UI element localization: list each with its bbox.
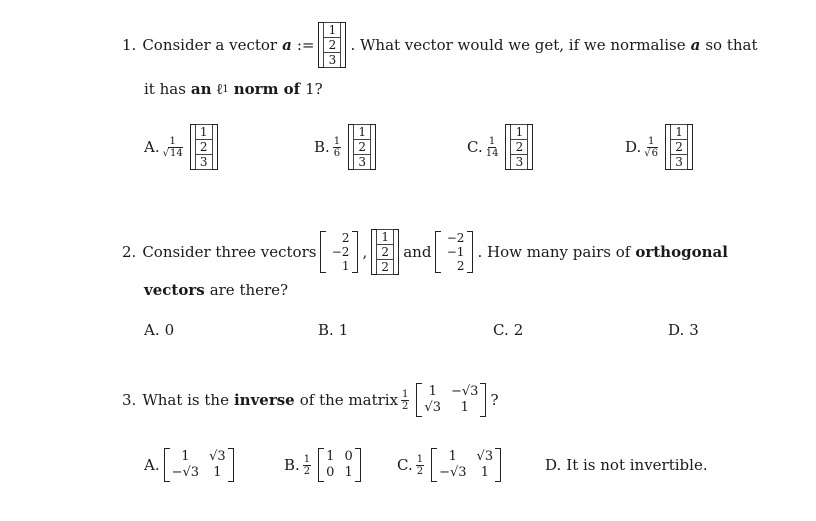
matrix-entry: 1 <box>428 384 437 399</box>
vector-entry: 1 <box>341 259 350 273</box>
option-label: A. <box>144 456 160 474</box>
q2-vector-3 <box>435 231 473 273</box>
q2-middle: . How many pairs of <box>477 243 631 261</box>
vector-entry: 2 <box>195 140 213 155</box>
fraction-denominator: 2 <box>303 465 311 477</box>
vector-entry: 2 <box>341 231 350 245</box>
sqrt-icon: √ <box>162 147 169 159</box>
fraction <box>416 454 424 477</box>
matrix-entry: 1 <box>480 465 489 480</box>
fraction <box>303 454 311 477</box>
fraction-denominator: 14 <box>169 147 183 159</box>
q1-number: 1. <box>122 36 137 54</box>
q1-assign: := <box>296 36 315 54</box>
q3-option-c[interactable] <box>397 444 505 486</box>
matrix-entry: −√3 <box>439 465 467 480</box>
q1-prefix: Consider a vector <box>142 36 278 54</box>
fraction-denominator: 6 <box>651 147 659 159</box>
vector-entry: −2 <box>331 245 350 259</box>
fraction-numerator: 1 <box>333 135 341 147</box>
fraction-denominator: 14 <box>485 147 499 159</box>
q3-matrix <box>416 383 486 417</box>
vector-entry: −1 <box>446 245 465 259</box>
fraction-numerator: 1 <box>647 135 655 147</box>
fraction-denominator: 2 <box>416 465 424 477</box>
vector-entry: 3 <box>353 155 371 170</box>
q3-option-d[interactable] <box>545 454 708 476</box>
q1-option-c[interactable] <box>467 118 537 176</box>
vector-entry: 2 <box>376 260 394 275</box>
q2-comma: , <box>362 243 368 261</box>
vector-entry: 1 <box>670 124 688 140</box>
vector-entry: 2 <box>670 140 688 155</box>
option-value: 1 <box>338 321 349 339</box>
q3-bold: inverse <box>233 391 295 409</box>
vector-entry: 1 <box>353 124 371 140</box>
sqrt-icon: √ <box>644 147 651 159</box>
q1-line1 <box>122 16 757 74</box>
matrix-entry: −√3 <box>171 465 200 480</box>
vector-entry: 2 <box>376 245 394 260</box>
q3-option-b[interactable] <box>284 444 365 486</box>
q3-prefix: What is the <box>142 391 229 409</box>
vector-entry: −2 <box>446 231 465 245</box>
option-label: C. <box>467 138 483 156</box>
fraction-numerator: 1 <box>303 453 311 465</box>
option-vector <box>665 124 693 170</box>
option-matrix <box>318 448 361 482</box>
vector-entry: 1 <box>376 229 394 245</box>
q1-norm-subscript: 1 <box>222 83 229 95</box>
vector-entry: 3 <box>510 155 528 170</box>
fraction-denominator: 6 <box>333 147 341 159</box>
option-label: B. <box>314 138 330 156</box>
vector-entry: 3 <box>670 155 688 170</box>
q3-mid: of the matrix <box>299 391 399 409</box>
fraction-numerator: 1 <box>416 453 424 465</box>
q2-option-c[interactable] <box>493 319 523 341</box>
q3-line1 <box>122 379 498 421</box>
fraction-denominator: 2 <box>402 400 409 412</box>
option-label: B. <box>284 456 300 474</box>
matrix-entry: √3 <box>476 449 494 464</box>
vector-entry: 2 <box>456 259 465 273</box>
q1-option-a[interactable] <box>144 118 222 176</box>
vector-entry: 2 <box>510 140 528 155</box>
option-label: D. <box>668 321 685 339</box>
option-value: 2 <box>513 321 524 339</box>
option-label: C. <box>397 456 413 474</box>
q1-vector-entry: 3 <box>323 53 341 68</box>
q1-vector-symbol: a <box>282 36 292 54</box>
q1-line2-bold2: norm of <box>233 80 301 98</box>
matrix-entry: 1 <box>213 465 222 480</box>
matrix-entry: 1 <box>448 449 457 464</box>
q2-and: and <box>403 243 432 261</box>
q2-line1 <box>122 222 728 282</box>
matrix-entry: −√3 <box>450 384 479 399</box>
q3-end: ? <box>490 391 499 409</box>
q2-number: 2. <box>122 243 137 261</box>
q2-option-a[interactable] <box>144 319 174 341</box>
q2-line2-end: are there? <box>209 281 289 299</box>
matrix-entry: 0 <box>326 465 335 480</box>
q2-line2-bold: vectors <box>144 281 205 299</box>
q1-vector-symbol-2: a <box>690 36 701 54</box>
q2-option-b[interactable] <box>318 319 348 341</box>
option-value: 3 <box>689 321 699 339</box>
option-text: It is not invertible. <box>566 456 708 474</box>
option-value: 0 <box>164 321 175 339</box>
option-vector <box>505 124 533 170</box>
fraction <box>333 136 341 159</box>
q1-middle: . What vector would we get, if we normalise <box>350 36 686 54</box>
vector-entry: 2 <box>353 140 371 155</box>
q1-vector-entry: 1 <box>323 22 341 38</box>
option-label: C. <box>493 321 509 339</box>
option-label: A. <box>144 138 160 156</box>
fraction <box>163 136 183 159</box>
option-label: B. <box>318 321 334 339</box>
fraction <box>486 136 499 159</box>
matrix-entry: √3 <box>424 400 441 415</box>
q1-option-d[interactable] <box>625 118 697 176</box>
q2-bold: orthogonal <box>635 243 728 261</box>
q1-vector <box>318 22 346 68</box>
option-vector <box>348 124 376 170</box>
option-label: A. <box>144 321 160 339</box>
q1-option-b[interactable] <box>314 118 380 176</box>
option-label: D. <box>625 138 642 156</box>
q2-line2 <box>144 279 288 301</box>
q1-line2 <box>144 78 323 100</box>
vector-entry: 1 <box>510 124 528 140</box>
q1-line2-bold: an ℓ <box>190 79 223 98</box>
matrix-entry: 1 <box>181 449 190 464</box>
vector-entry: 3 <box>195 155 213 170</box>
fraction <box>644 136 658 159</box>
q2-vector-1 <box>320 231 358 273</box>
option-label: D. <box>545 456 562 474</box>
vector-entry: 1 <box>195 124 213 140</box>
matrix-entry: 1 <box>326 449 335 464</box>
matrix-entry: 1 <box>344 465 353 480</box>
q3-number: 3. <box>122 391 137 409</box>
option-matrix <box>164 448 234 482</box>
q2-prefix: Consider three vectors <box>142 243 317 261</box>
q3-option-a[interactable] <box>144 444 238 486</box>
fraction-numerator: 1 <box>169 135 176 147</box>
matrix-entry: 0 <box>344 449 353 464</box>
fraction-numerator: 1 <box>402 388 409 400</box>
matrix-entry: 1 <box>460 400 469 415</box>
matrix-entry: √3 <box>209 449 226 464</box>
q2-vector-2 <box>371 229 399 275</box>
q1-line2-end: 1? <box>305 80 323 98</box>
q1-vector-entry: 2 <box>323 38 341 53</box>
fraction <box>401 389 409 412</box>
fraction-numerator: 1 <box>488 135 496 147</box>
option-vector <box>190 124 218 170</box>
q1-line2-start: it has <box>144 80 186 98</box>
q1-suffix: so that <box>705 36 758 54</box>
q2-option-d[interactable] <box>668 319 699 341</box>
option-matrix <box>431 448 501 482</box>
